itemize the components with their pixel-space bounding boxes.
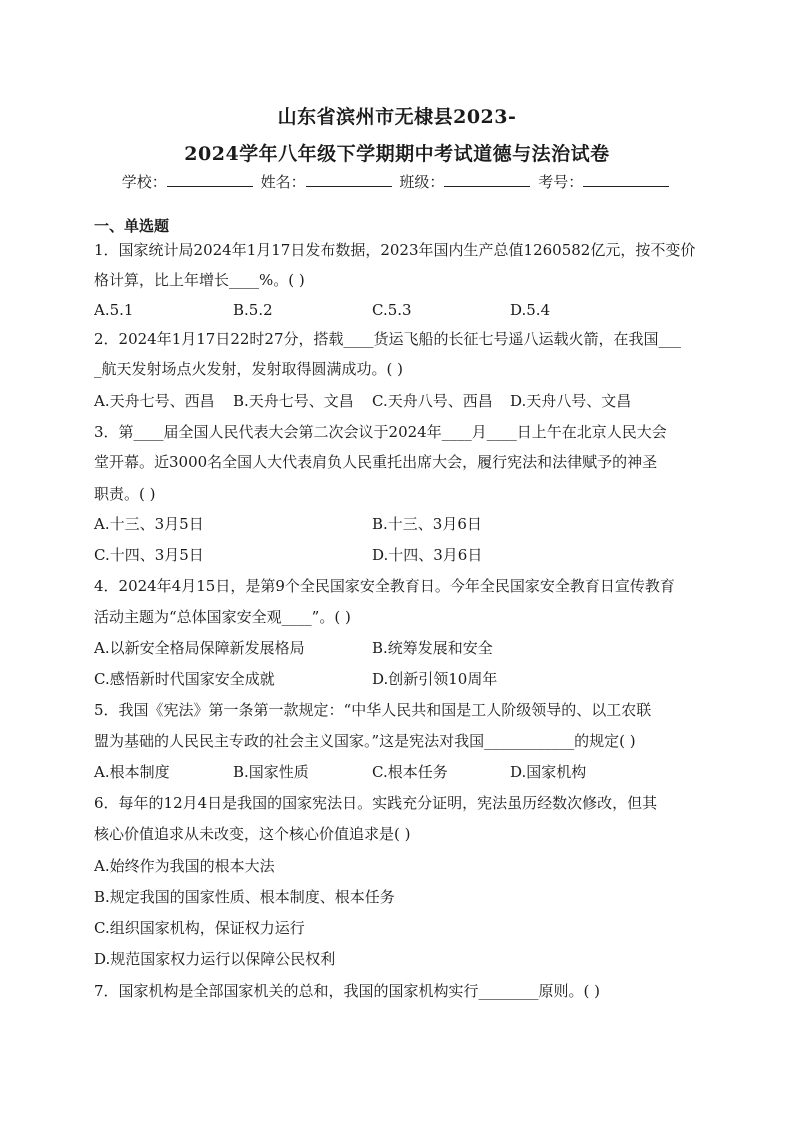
question-3-line-2: 堂开幕。近3000名全国人大代表肩负人民重托出席大会，履行宪法和法律赋予的神圣 [94,453,658,471]
question-3-option-a[interactable]: A.十三、3月5日 [94,515,204,533]
question-5-line-2: 盟为基础的人民民主专政的社会主义国家。”这是宪法对我国____________的规定( ) [94,732,636,750]
question-1-option-a[interactable]: A.5.1 [94,301,134,319]
name-blank[interactable] [306,171,392,187]
question-5-option-a[interactable]: A.根本制度 [94,763,170,781]
question-2-option-a[interactable]: A.天舟七号、西昌 [94,392,215,410]
question-6-line-2: 核心价值追求从未改变，这个核心价值追求是( ) [94,825,411,843]
question-1-option-c[interactable]: C.5.3 [372,301,412,319]
question-4-option-d[interactable]: D.创新引领10周年 [372,670,498,688]
question-6-line-1: 6．每年的12月4日是我国的国家宪法日。实践充分证明，宪法虽历经数次修改，但其 [94,794,658,812]
question-2-option-c[interactable]: C.天舟八号、西昌 [372,392,493,410]
question-4-option-a[interactable]: A.以新安全格局保障新发展格局 [94,639,305,657]
question-4-option-b[interactable]: B.统筹发展和安全 [372,639,493,657]
question-6-option-d[interactable]: D.规范国家权力运行以保障公民权利 [94,950,336,968]
question-4-line-2: 活动主题为“总体国家安全观____”。( ) [94,608,351,626]
question-4-line-1: 4．2024年4月15日，是第9个全民国家安全教育日。今年全民国家安全教育日宣传教育 [94,577,675,595]
question-2-line-2: _航天发射场点火发射，发射取得圆满成功。( ) [94,360,403,378]
question-1-line-1: 1．国家统计局2024年1月17日发布数据，2023年国内生产总值1260582亿元，按不变价 [94,241,696,259]
student-info-row [0,171,794,192]
exam-number-blank[interactable] [583,171,669,187]
class-label: 班级： [399,173,445,191]
question-5-line-1: 5．我国《宪法》第一条第一款规定：“中华人民共和国是工人阶级领导的、以工农联 [94,701,652,719]
question-5-option-d[interactable]: D.国家机构 [510,763,587,781]
question-1-option-d[interactable]: D.5.4 [510,301,551,319]
question-1-option-b[interactable]: B.5.2 [233,301,273,319]
exam-title-line2: 2024学年八年级下学期期中考试道德与法治试卷 [184,143,610,165]
question-1-line-2: 格计算，比上年增长____%。( ) [94,271,305,289]
exam-number-label: 考号： [538,173,584,191]
question-5-option-c[interactable]: C.根本任务 [372,763,448,781]
question-7-line-1: 7．国家机构是全部国家机关的总和，我国的国家机构实行________原则。( ) [94,982,601,1000]
question-3-option-c[interactable]: C.十四、3月5日 [94,546,204,564]
school-label: 学校： [121,173,167,191]
question-6-option-c[interactable]: C.组织国家机构，保证权力运行 [94,919,305,937]
question-2-option-b[interactable]: B.天舟七号、文昌 [233,392,354,410]
question-3-line-3: 职责。( ) [94,485,156,503]
question-3-option-d[interactable]: D.十四、3月6日 [372,546,483,564]
exam-title-line1: 山东省滨州市无棣县2023- [277,106,517,128]
section-title: 一、单选题 [94,217,170,235]
question-5-option-b[interactable]: B.国家性质 [233,763,309,781]
question-4-option-c[interactable]: C.感悟新时代国家安全成就 [94,670,275,688]
class-blank[interactable] [444,171,530,187]
question-3-line-1: 3．第____届全国人民代表大会第二次会议于2024年____月____日上午在北京人民大会 [94,423,667,441]
question-3-option-b[interactable]: B.十三、3月6日 [372,515,482,533]
school-blank[interactable] [167,171,253,187]
name-label: 姓名： [260,173,306,191]
question-2-line-1: 2．2024年1月17日22时27分，搭载____货运飞船的长征七号遥八运载火箭，在我国___ [94,330,682,348]
question-6-option-b[interactable]: B.规定我国的国家性质、根本制度、根本任务 [94,888,395,906]
question-6-option-a[interactable]: A.始终作为我国的根本大法 [94,857,275,875]
question-2-option-d[interactable]: D.天舟八号、文昌 [510,392,632,410]
